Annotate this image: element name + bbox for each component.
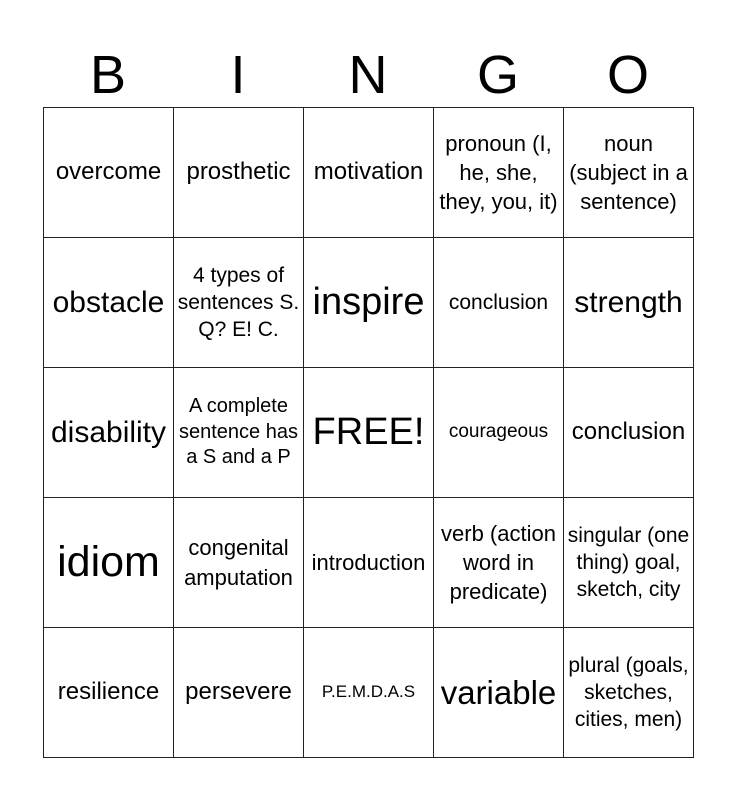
bingo-cell[interactable]: idiom: [44, 498, 174, 628]
bingo-cell[interactable]: variable: [434, 628, 564, 758]
bingo-cell[interactable]: disability: [44, 368, 174, 498]
bingo-cell[interactable]: courageous: [434, 368, 564, 498]
bingo-header: [43, 40, 693, 110]
header-letter-o: O: [606, 45, 649, 105]
bingo-cell[interactable]: P.E.M.D.A.S: [304, 628, 434, 758]
grid-row-5: [44, 628, 694, 758]
grid-row-2: [44, 238, 694, 368]
bingo-cell[interactable]: conclusion: [434, 238, 564, 368]
bingo-cell[interactable]: persevere: [174, 628, 304, 758]
bingo-free-space[interactable]: FREE!: [304, 368, 434, 498]
grid-row-4: [44, 498, 694, 628]
bingo-cell[interactable]: singular (one thing) goal, sketch, city: [564, 498, 694, 628]
header-letter-b: B: [89, 45, 127, 105]
bingo-cell[interactable]: resilience: [44, 628, 174, 758]
bingo-cell[interactable]: prosthetic: [174, 108, 304, 238]
bingo-cell[interactable]: 4 types of sentences S. Q? E! C.: [174, 238, 304, 368]
bingo-cell[interactable]: inspire: [304, 238, 434, 368]
header-letter-g: G: [476, 45, 519, 105]
bingo-cell[interactable]: pronoun (I, he, she, they, you, it): [434, 108, 564, 238]
grid-row-3: [44, 368, 694, 498]
bingo-cell[interactable]: A complete sentence has a S and a P: [174, 368, 304, 498]
header-letter-i: I: [230, 45, 246, 105]
grid-row-1: [44, 108, 694, 238]
bingo-cell[interactable]: motivation: [304, 108, 434, 238]
bingo-cell[interactable]: verb (action word in predicate): [434, 498, 564, 628]
bingo-cell[interactable]: congenital amputation: [174, 498, 304, 628]
bingo-cell[interactable]: overcome: [44, 108, 174, 238]
bingo-cell[interactable]: noun (subject in a sentence): [564, 108, 694, 238]
bingo-grid: [43, 107, 694, 758]
bingo-cell[interactable]: strength: [564, 238, 694, 368]
bingo-cell[interactable]: introduction: [304, 498, 434, 628]
bingo-cell[interactable]: obstacle: [44, 238, 174, 368]
bingo-cell[interactable]: plural (goals, sketches, cities, men): [564, 628, 694, 758]
bingo-cell[interactable]: conclusion: [564, 368, 694, 498]
header-letter-n: N: [348, 45, 388, 105]
